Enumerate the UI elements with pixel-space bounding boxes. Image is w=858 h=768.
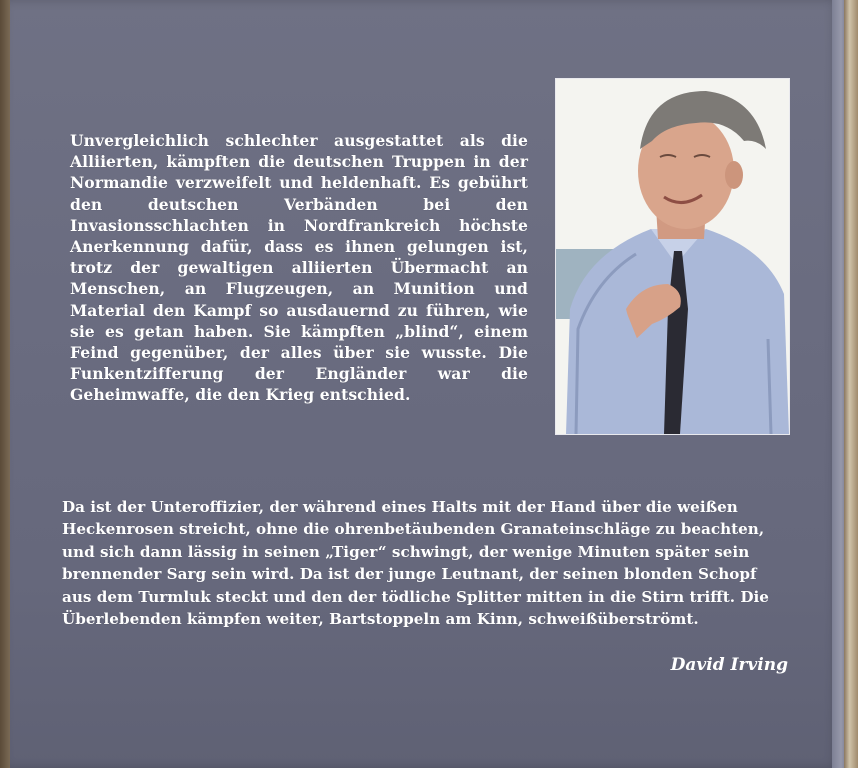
bookshelf-right-edge bbox=[844, 0, 858, 768]
portrait-illustration bbox=[556, 79, 789, 434]
bookshelf-left-edge bbox=[0, 0, 10, 768]
author-photo bbox=[555, 78, 790, 435]
author-quote-text: Da ist der Unteroffizier, der während eines Halts mit der Hand über die weißen Heckenrosen streicht, ohne die ohrenbetäubenden Granateinschläge zu beachten, und sich dann lässig in seinen „Tiger“ schwingt, der wenige Minuten später sein brennender Sarg sein wird. Da ist der junge Leutnant, der seinen blonden Schopf aus dem Turmluk steckt und den der tödliche Splitter mitten in die Stirn trifft. Die Überlebenden kämpfen weiter, Bartstoppeln am Kinn, schweißüberströmt. bbox=[62, 498, 769, 629]
cover-blurb-text: Unvergleichlich schlechter ausgestattet als die Alliierten, kämpften die deutschen Truppen in der Normandie verzweifelt und heldenhaft. Es gebührt den deutschen Verbänden bei den Invasionsschlachten in Nordfrankreich höchste Anerkennung dafür, dass es ihnen gelungen ist, trotz der gewaltigen alliierten Übermacht an Menschen, an Flugzeugen, an Munition und Material den Kampf so ausdauernd zu führen, wie sie es getan haben. Sie kämpften „blind“, einem Feind gegenüber, der alles über sie wusste. Die Funkentzifferung der Engländer war die Geheimwaffe, die den Krieg entschied. bbox=[70, 131, 528, 405]
quote-attribution: David Irving bbox=[670, 655, 788, 675]
